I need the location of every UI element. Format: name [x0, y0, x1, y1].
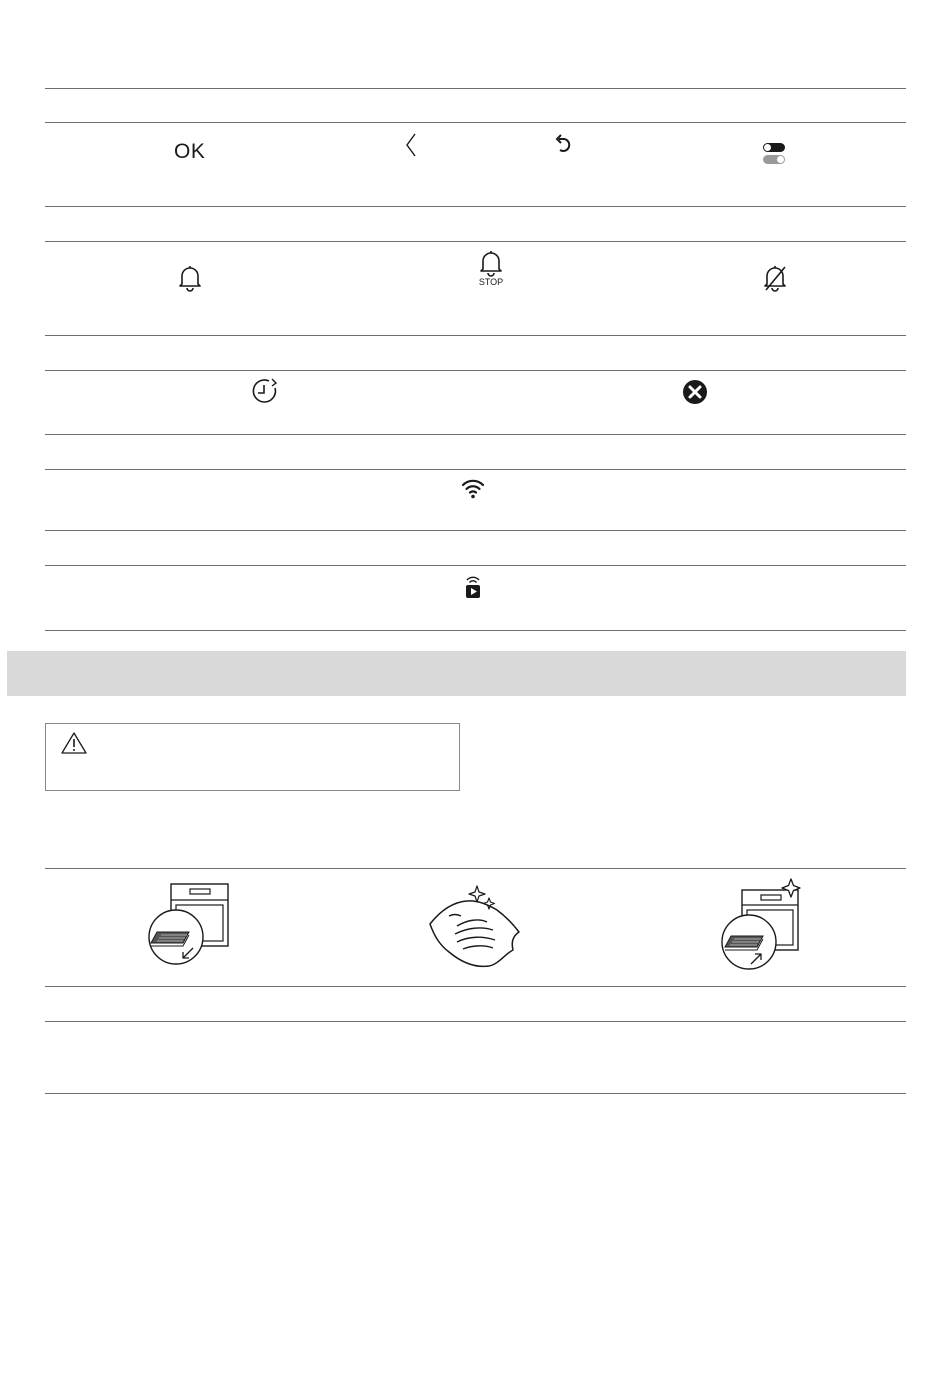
table-line	[45, 530, 906, 531]
table-line	[45, 565, 906, 566]
remote-start-icon	[462, 574, 484, 600]
cancel-icon	[682, 379, 708, 405]
ok-label: OK	[174, 140, 206, 163]
remove-accessories-icon	[143, 880, 233, 972]
section-header-bar	[7, 651, 906, 696]
undo-icon	[552, 133, 576, 157]
toggle-icon	[762, 142, 788, 166]
table-line	[45, 868, 906, 869]
table-line	[45, 122, 906, 123]
bell-off-icon	[762, 264, 788, 292]
insert-accessories-icon	[719, 878, 809, 972]
timer-icon	[250, 377, 280, 407]
table-line	[45, 469, 906, 470]
warning-box	[45, 723, 460, 791]
back-arrow-icon	[404, 132, 418, 158]
table-line	[45, 1093, 906, 1094]
table-line	[45, 370, 906, 371]
table-line	[45, 241, 906, 242]
table-line	[45, 986, 906, 987]
stop-label: STOP	[478, 277, 504, 287]
table-line	[45, 335, 906, 336]
warning-triangle-icon	[60, 731, 88, 755]
table-line	[45, 206, 906, 207]
table-line	[45, 630, 906, 631]
bell-icon	[177, 264, 203, 292]
clean-with-cloth-icon	[427, 884, 523, 970]
bell-stop-icon	[476, 249, 506, 289]
table-line	[45, 434, 906, 435]
table-line	[45, 88, 906, 89]
ok-icon	[174, 140, 205, 164]
table-line	[45, 1021, 906, 1022]
wifi-icon	[461, 477, 485, 499]
